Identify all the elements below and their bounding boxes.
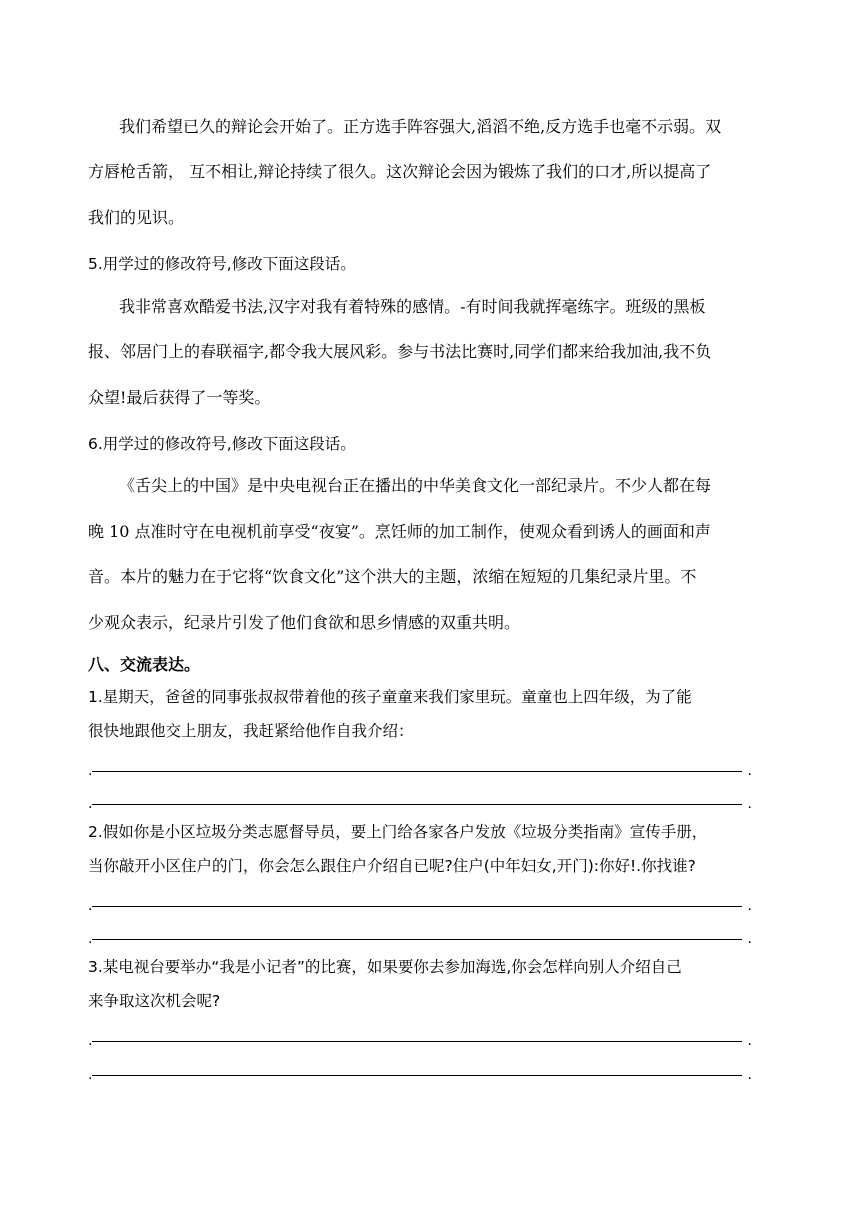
q6-line-3: 音。本片的魅力在于它将“饮食文化”这个洪大的主题，浓缩在短短的几集纪录片里。不 xyxy=(88,567,697,586)
q6-prompt: 6.用学过的修改符号,修改下面这段话。 xyxy=(88,435,356,453)
answer-line-lead: . xyxy=(88,1033,93,1049)
q6-line-1: 《舌尖上的中国》是中央电视台正在播出的中华美食文化一部纪录片。不少人都在每 xyxy=(119,476,712,495)
passage4-line-3: 我们的见识。 xyxy=(88,208,185,227)
answer-line[interactable] xyxy=(88,887,752,914)
answer-line-rule xyxy=(92,804,742,805)
answer-line-lead: . xyxy=(88,931,93,947)
answer-line-tail: . xyxy=(747,796,752,812)
answer-line-rule xyxy=(92,1075,742,1076)
s8-q2-line-2: 当你敲开小区住户的门，你会怎么跟住户介绍自已呢?住户(中年妇女,开门):你好!.你找谁? xyxy=(88,857,696,875)
answer-line-lead: . xyxy=(88,1067,93,1083)
answer-line[interactable] xyxy=(88,920,752,947)
q5-line-2: 报、邻居门上的春联福字,都令我大展风彩。参与书法比赛时,同学们都来给我加油,我不负 xyxy=(88,342,712,361)
answer-line-lead: . xyxy=(88,898,93,914)
answer-line-tail: . xyxy=(747,898,752,914)
answer-line[interactable] xyxy=(88,752,752,779)
answer-line[interactable] xyxy=(88,785,752,812)
s8-q1-line-1: 1.星期天，爸爸的同事张叔叔带着他的孩子童童来我们家里玩。童童也上四年级，为了能 xyxy=(88,688,692,706)
q6-line-4: 少观众表示，纪录片引发了他们食欲和思乡情感的双重共明。 xyxy=(88,613,521,632)
answer-line-rule xyxy=(92,771,742,772)
passage4-line-1: 我们希望已久的辩论会开始了。正方选手阵容强大,滔滔不绝,反方选手也毫不示弱。双 xyxy=(119,117,722,136)
answer-line[interactable] xyxy=(88,1056,752,1083)
s8-q3-line-1: 3.某电视台要举办“我是小记者”的比赛，如果要你去参加海选,你会怎样向别人介绍自己 xyxy=(88,958,682,976)
answer-line-rule xyxy=(92,939,742,940)
answer-line-tail: . xyxy=(747,1033,752,1049)
answer-line-lead: . xyxy=(88,763,93,779)
answer-line-tail: . xyxy=(747,931,752,947)
section8-title: 八、交流表达。 xyxy=(88,655,201,674)
q6-line-2: 晚 10 点准时守在电视机前享受“夜宴”。烹饪师的加工制作，使观众看到诱人的画面和声 xyxy=(88,522,711,541)
answer-line-tail: . xyxy=(747,763,752,779)
answer-line-tail: . xyxy=(747,1067,752,1083)
q5-line-1: 我非常喜欢酷爱书法,汉字对我有着特殊的感情。-有时间我就挥毫练字。班级的黑板 xyxy=(119,297,706,316)
s8-q1-line-2: 很快地跟他交上朋友，我赶紧给他作自我介绍： xyxy=(88,722,414,740)
answer-line-rule xyxy=(92,1041,742,1042)
q5-prompt: 5.用学过的修改符号,修改下面这段话。 xyxy=(88,255,356,273)
answer-line-lead: . xyxy=(88,796,93,812)
passage4-line-2: 方唇枪舌箭， 互不相让,辩论持续了很久。这次辩论会因为锻炼了我们的口才,所以提高了 xyxy=(88,162,712,181)
answer-line[interactable] xyxy=(88,1022,752,1049)
s8-q3-line-2: 来争取这次机会呢? xyxy=(88,992,221,1010)
q5-line-3: 众望!最后获得了一等奖。 xyxy=(88,388,271,407)
s8-q2-line-1: 2.假如你是小区垃圾分类志愿督导员，要上门给各家各户发放《垃圾分类指南》宣传手册， xyxy=(88,823,708,841)
answer-line-rule xyxy=(92,906,742,907)
